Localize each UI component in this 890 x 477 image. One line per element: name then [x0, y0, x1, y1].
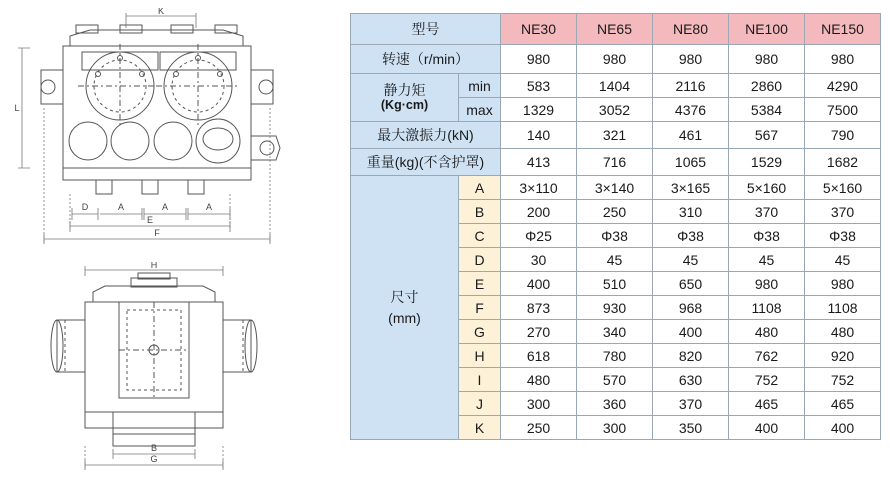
dim-K-ne30: 250: [501, 416, 577, 440]
weight-ne150: 1682: [805, 149, 881, 176]
dimensions-unit: (mm): [388, 309, 421, 326]
dim-F-ne80: 968: [653, 296, 729, 320]
static-moment-unit: (Kg·cm): [353, 98, 456, 112]
dim-key-G: G: [459, 320, 501, 344]
dimensions-title: 尺寸: [390, 288, 419, 305]
dim-I-ne65: 570: [577, 368, 653, 392]
dim-C-ne80: Φ38: [653, 224, 729, 248]
drawing-bottom-view: [35, 262, 295, 472]
static-moment-title: 静力矩: [383, 82, 426, 99]
dim-label-A1: A: [117, 202, 125, 212]
static-min-ne100: 2860: [729, 74, 805, 98]
dim-A-ne30: 3×110: [501, 176, 577, 200]
drawing-top-view: [8, 8, 338, 248]
spec-table: [350, 13, 881, 440]
dim-label-G: G: [150, 454, 158, 464]
dim-key-A: A: [459, 176, 501, 200]
static-min-ne30: 583: [501, 74, 577, 98]
force-ne150: 790: [805, 122, 881, 149]
header-model-ne80: NE80: [653, 14, 729, 45]
dim-label-E: E: [146, 215, 154, 225]
dim-I-ne100: 752: [729, 368, 805, 392]
dim-B-ne65: 250: [577, 200, 653, 224]
dim-F-ne65: 930: [577, 296, 653, 320]
weight-ne80: 1065: [653, 149, 729, 176]
static-max-ne80: 4376: [653, 98, 729, 122]
dim-B-ne150: 370: [805, 200, 881, 224]
table-row-max-force: [351, 122, 881, 149]
dim-G-ne80: 400: [653, 320, 729, 344]
row-label-max-force: 最大激振力(kN): [351, 122, 501, 149]
dim-A-ne80: 3×165: [653, 176, 729, 200]
dim-key-K: K: [459, 416, 501, 440]
table-row-header: [351, 14, 881, 45]
dim-label-L: L: [14, 103, 20, 113]
dim-F-ne30: 873: [501, 296, 577, 320]
table-row-weight: [351, 149, 881, 176]
dim-H-ne30: 618: [501, 344, 577, 368]
weight-ne100: 1529: [729, 149, 805, 176]
static-min-ne150: 4290: [805, 74, 881, 98]
static-max-ne30: 1329: [501, 98, 577, 122]
dim-C-ne100: Φ38: [729, 224, 805, 248]
dim-label-A3: A: [205, 202, 213, 212]
dim-key-B: B: [459, 200, 501, 224]
dim-H-ne150: 920: [805, 344, 881, 368]
speed-ne150: 980: [805, 45, 881, 74]
force-ne65: 321: [577, 122, 653, 149]
dim-B-ne30: 200: [501, 200, 577, 224]
weight-ne30: 413: [501, 149, 577, 176]
static-min-ne65: 1404: [577, 74, 653, 98]
row-label-static-moment: [351, 74, 459, 122]
dim-F-ne100: 1108: [729, 296, 805, 320]
dim-key-F: F: [459, 296, 501, 320]
dim-label-D: D: [81, 202, 89, 212]
dim-A-ne65: 3×140: [577, 176, 653, 200]
dim-K-ne80: 350: [653, 416, 729, 440]
speed-ne65: 980: [577, 45, 653, 74]
table-row-static-moment-min: [351, 74, 881, 98]
dim-D-ne65: 45: [577, 248, 653, 272]
dim-C-ne150: Φ38: [805, 224, 881, 248]
row-label-weight: 重量(kg)(不含护罩): [351, 149, 501, 176]
dim-F-ne150: 1108: [805, 296, 881, 320]
sub-label-max: max: [459, 98, 501, 122]
force-ne80: 461: [653, 122, 729, 149]
sub-label-min: min: [459, 74, 501, 98]
dim-I-ne150: 752: [805, 368, 881, 392]
dim-G-ne150: 480: [805, 320, 881, 344]
drawings-panel: [0, 0, 345, 477]
dim-key-D: D: [459, 248, 501, 272]
spec-table-wrapper: [350, 13, 880, 440]
dim-E-ne150: 980: [805, 272, 881, 296]
dim-H-ne65: 780: [577, 344, 653, 368]
dim-label-K: K: [157, 8, 165, 16]
dim-J-ne30: 300: [501, 392, 577, 416]
dim-J-ne65: 360: [577, 392, 653, 416]
dim-J-ne150: 465: [805, 392, 881, 416]
header-model-ne150: NE150: [805, 14, 881, 45]
force-ne30: 140: [501, 122, 577, 149]
dim-D-ne30: 30: [501, 248, 577, 272]
weight-ne65: 716: [577, 149, 653, 176]
dim-key-C: C: [459, 224, 501, 248]
dim-E-ne100: 980: [729, 272, 805, 296]
static-max-ne100: 5384: [729, 98, 805, 122]
static-min-ne80: 2116: [653, 74, 729, 98]
table-row-speed: [351, 45, 881, 74]
dim-B-ne100: 370: [729, 200, 805, 224]
header-model-label: 型号: [351, 14, 501, 45]
dim-E-ne80: 650: [653, 272, 729, 296]
dim-label-B: B: [150, 443, 158, 453]
dim-key-I: I: [459, 368, 501, 392]
table-row-dim-A: [351, 176, 881, 200]
dim-D-ne100: 45: [729, 248, 805, 272]
row-label-dimensions: [351, 176, 459, 440]
top-view-svg: [8, 8, 338, 248]
dim-key-H: H: [459, 344, 501, 368]
dim-I-ne80: 630: [653, 368, 729, 392]
header-model-ne65: NE65: [577, 14, 653, 45]
dim-label-F: F: [154, 228, 160, 238]
dim-J-ne100: 465: [729, 392, 805, 416]
dim-K-ne100: 400: [729, 416, 805, 440]
dim-E-ne65: 510: [577, 272, 653, 296]
dim-label-A2: A: [161, 202, 169, 212]
bottom-view-svg: [35, 262, 295, 472]
dim-G-ne65: 340: [577, 320, 653, 344]
dim-D-ne80: 45: [653, 248, 729, 272]
dim-A-ne100: 5×160: [729, 176, 805, 200]
row-label-speed: 转速（r/min）: [351, 45, 501, 74]
dim-K-ne150: 400: [805, 416, 881, 440]
static-max-ne65: 3052: [577, 98, 653, 122]
dim-H-ne100: 762: [729, 344, 805, 368]
header-model-ne100: NE100: [729, 14, 805, 45]
header-model-ne30: NE30: [501, 14, 577, 45]
dim-B-ne80: 310: [653, 200, 729, 224]
dim-E-ne30: 400: [501, 272, 577, 296]
dim-key-E: E: [459, 272, 501, 296]
dim-A-ne150: 5×160: [805, 176, 881, 200]
force-ne100: 567: [729, 122, 805, 149]
dim-G-ne100: 480: [729, 320, 805, 344]
dim-C-ne30: Φ25: [501, 224, 577, 248]
dim-C-ne65: Φ38: [577, 224, 653, 248]
speed-ne30: 980: [501, 45, 577, 74]
dim-label-H: H: [150, 262, 158, 270]
dim-key-J: J: [459, 392, 501, 416]
dim-K-ne65: 300: [577, 416, 653, 440]
dim-G-ne30: 270: [501, 320, 577, 344]
dim-D-ne150: 45: [805, 248, 881, 272]
speed-ne80: 980: [653, 45, 729, 74]
dim-I-ne30: 480: [501, 368, 577, 392]
static-max-ne150: 7500: [805, 98, 881, 122]
dim-H-ne80: 820: [653, 344, 729, 368]
dim-J-ne80: 370: [653, 392, 729, 416]
speed-ne100: 980: [729, 45, 805, 74]
